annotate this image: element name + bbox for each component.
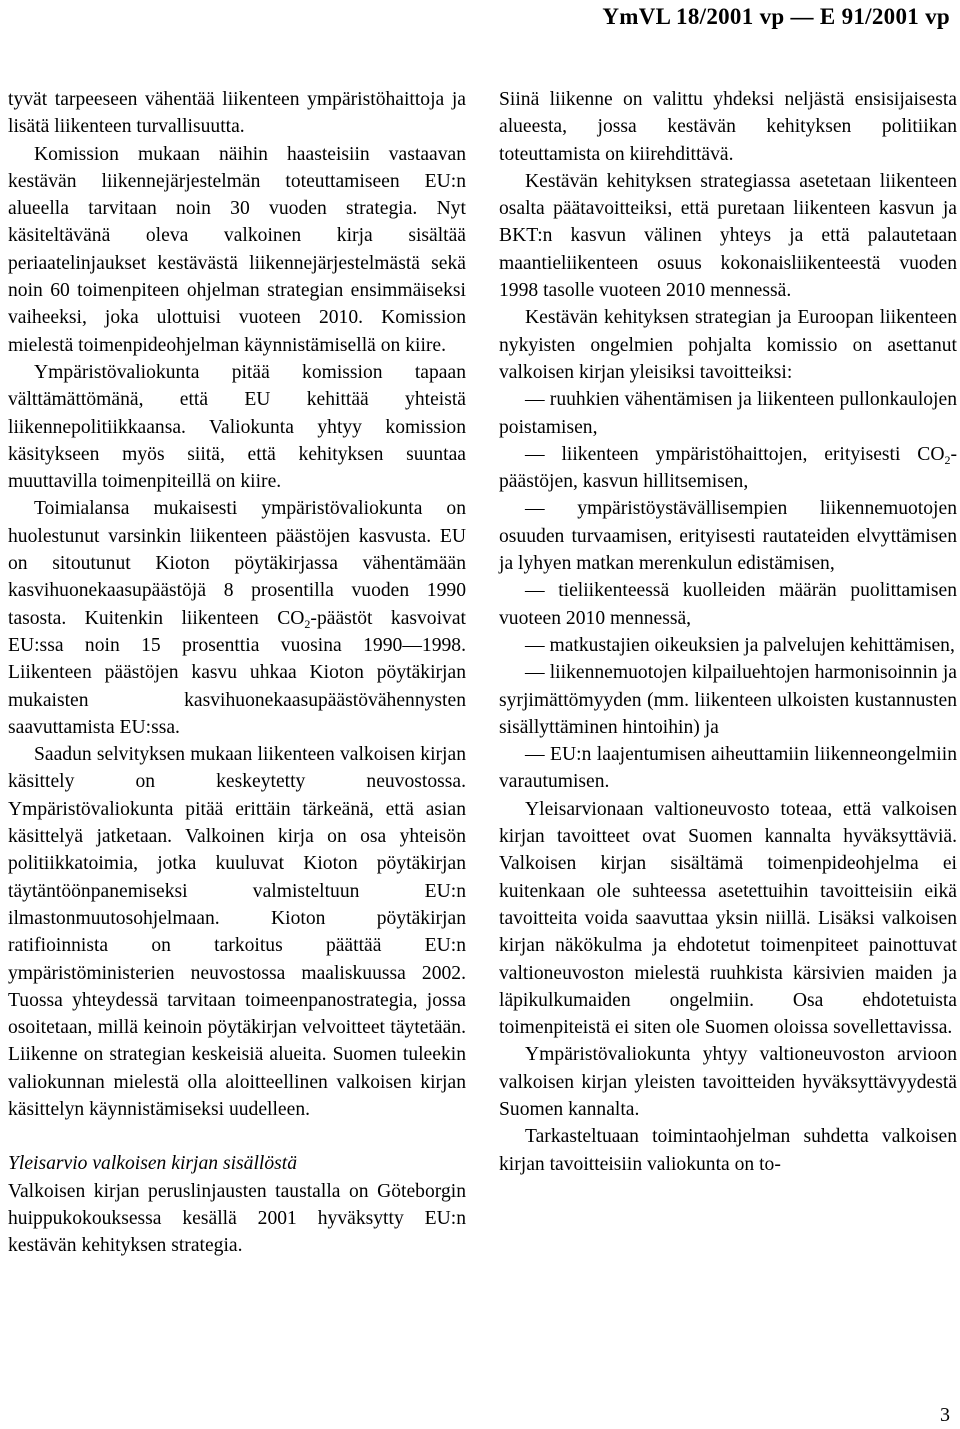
paragraph: Saadun selvityksen mukaan liikenteen valkoisen kirjan käsittely on keskeytetty neuvostossa. Ympäristövaliokunta pitää erittäin tärkeänä, että asian käsittelyä jatketaan. Valkoinen kirja on osa yhteisön politiikkatoimia, jotka kuuluvat Kioton pöytäkirjan täytäntöönpanemiseksi valmisteltuun EU:n ilmastonmuutosohjelmaan. Kioton pöytäkirjan ratifioinnista on tarkoitus päättää EU:n ympäristöministerien neuvostossa maaliskuussa 2002. Tuossa yhteydessä tarvitaan toimeenpanostrategia, jossa osoitetaan, millä keinoin pöytäkirjan velvoitteet täytetään. Liikenne on strategian keskeisiä alueita. Suomen tuleekin valiokunnan mielestä olla aloitteellinen valkoisen kirjan käsittelyn käynnistämiseksi uudelleen. [8, 744, 466, 1120]
list-item: — ruuhkien vähentämisen ja liikenteen pullonkaulojen poistamisen, [499, 389, 957, 438]
paragraph: Ympäristövaliokunta pitää komission tapaan välttämättömänä, että EU kehittää yhteistä liikennepolitiikkaansa. Valiokunta yhtyy komission käsitykseen myös siitä, että kehityksen suuntaa muuttavilla toimenpiteillä on kiire. [8, 361, 466, 493]
paragraph: Kestävän kehityksen strategian ja Euroopan liikenteen nykyisten ongelmien pohjalta komissio on asettanut valkoisen kirjan yleisiksi tavoitteiksi: [499, 307, 957, 383]
paragraph [8, 495, 466, 741]
subscript: 2 [304, 616, 311, 631]
list-item: — tieliikenteessä kuolleiden määrän puolittamisen vuoteen 2010 mennessä, [499, 580, 957, 629]
text-run: -päästöjen, kasvun hillitsemisen, [499, 443, 957, 493]
list-item: — ympäristöystävällisempien liikennemuotojen osuuden turvaamisen, erityisesti rautateiden elvyttämisen ja lyhyen matkan merenkulun edistämisen, [499, 498, 957, 575]
page-header: YmVL 18/2001 vp — E 91/2001 vp [602, 4, 950, 29]
paragraph: Komission mukaan näihin haasteisiin vastaavan kestävän liikennejärjestelmän toteuttamiseen EU:n alueella tarvitaan noin 30 vuoden strategia. Nyt käsiteltävänä oleva valkoinen kirja sisältää periaatelinjaukset kestävästä liikennejärjestelmästä sekä noin 60 toimenpiteen ohjelman strategian ensimmäiseksi vaiheeksi, joka ulottuisi vuoteen 2010. Komission mielestä toimenpideohjelman käynnistämisellä on kiire. [8, 143, 466, 356]
page-number: 3 [940, 1404, 950, 1426]
paragraph: Valkoisen kirjan peruslinjausten taustalla on Göteborgin huippukokouksessa kesällä 2001 hyväksytty EU:n kestävän kehityksen strategia. [8, 1180, 466, 1257]
paragraph: Ympäristövaliokunta yhtyy valtioneuvoston arvioon valkoisen kirjan yleisten tavoitteiden hyväksyttävyydestä Suomen kannalta. [499, 1044, 957, 1120]
paragraph: Siinä liikenne on valittu yhdeksi neljästä ensisijaisesta alueesta, jossa kestävän kehityksen politiikan toteuttamista on kiirehdittävä. [499, 89, 957, 165]
text-run: — liikenteen ympäristöhaittojen, erityisesti CO [525, 443, 945, 465]
text-run: -päästöt kasvoivat EU:ssa noin 15 prosenttia vuosina 1990—1998. Liikenteen päästöjen kasvu uhkaa Kioton pöytäkirjan mukaisten kasvihuonekaasupäästövähennysten saavuttamista EU:ssa. [8, 607, 466, 738]
left-column [8, 86, 466, 1259]
paragraph: Yleisarvionaan valtioneuvosto toteaa, että valkoisen kirjan tavoitteet ovat Suomen kannalta hyväksyttäviä. Valkoisen kirjan sisältämä toimenpideohjelma ei kuitenkaan ole suhteessa asetettuihin tavoitteisiin eikä tavoitteita voida saavuttaa yksin niillä. Lisäksi valkoisen kirjan näkökulma ja ehdotetut toimenpiteet painottuvat valtioneuvoston mielestä ruuhkista kärsivien maiden ja läpikulkumaiden ongelmiin. Osa ehdotetuista toimenpiteistä ei siten ole Suomen oloissa sovellettavissa. [499, 798, 957, 1039]
list-item [499, 441, 957, 496]
paragraph: tyvät tarpeeseen vähentää liikenteen ympäristöhaittoja ja lisätä liikenteen turvallisuutta. [8, 89, 466, 138]
paragraph: Tarkasteltuaan toimintaohjelman suhdetta valkoisen kirjan tavoitteisiin valiokunta on to- [499, 1126, 957, 1175]
list-item: — matkustajien oikeuksien ja palvelujen kehittämisen, [525, 634, 955, 656]
list-item: — liikennemuotojen kilpailuehtojen harmonisoinnin ja syrjimättömyyden (mm. liikenteen ulkoisten kustannusten sisällyttäminen hintoihin) ja [499, 662, 957, 738]
right-column [499, 86, 957, 1178]
list-item: — EU:n laajentumisen aiheuttamiin liikenneongelmiin varautumisen. [499, 744, 957, 793]
subscript: 2 [944, 452, 951, 467]
text-run: Toimialansa mukaisesti ympäristövaliokunta on huolestunut varsinkin liikenteen päästöjen kasvusta. EU on sitoutunut Kioton pöytäkirjassa vähentämään kasvihuonekaasupäästöjä 8 prosentilla vuoden 1990 tasosta. Kuitenkin liikenteen CO [8, 498, 466, 629]
paragraph: Kestävän kehityksen strategiassa asetetaan liikenteen osalta päätavoitteiksi, että puretaan liikenteen kasvun ja BKT:n kasvun välinen yhteys ja että palautetaan maantieliikenteen osuus kokonaisliikenteestä vuoden 1998 tasolle vuoteen 2010 mennessä. [499, 170, 957, 302]
section-heading: Yleisarvio valkoisen kirjan sisällöstä [8, 1153, 297, 1175]
